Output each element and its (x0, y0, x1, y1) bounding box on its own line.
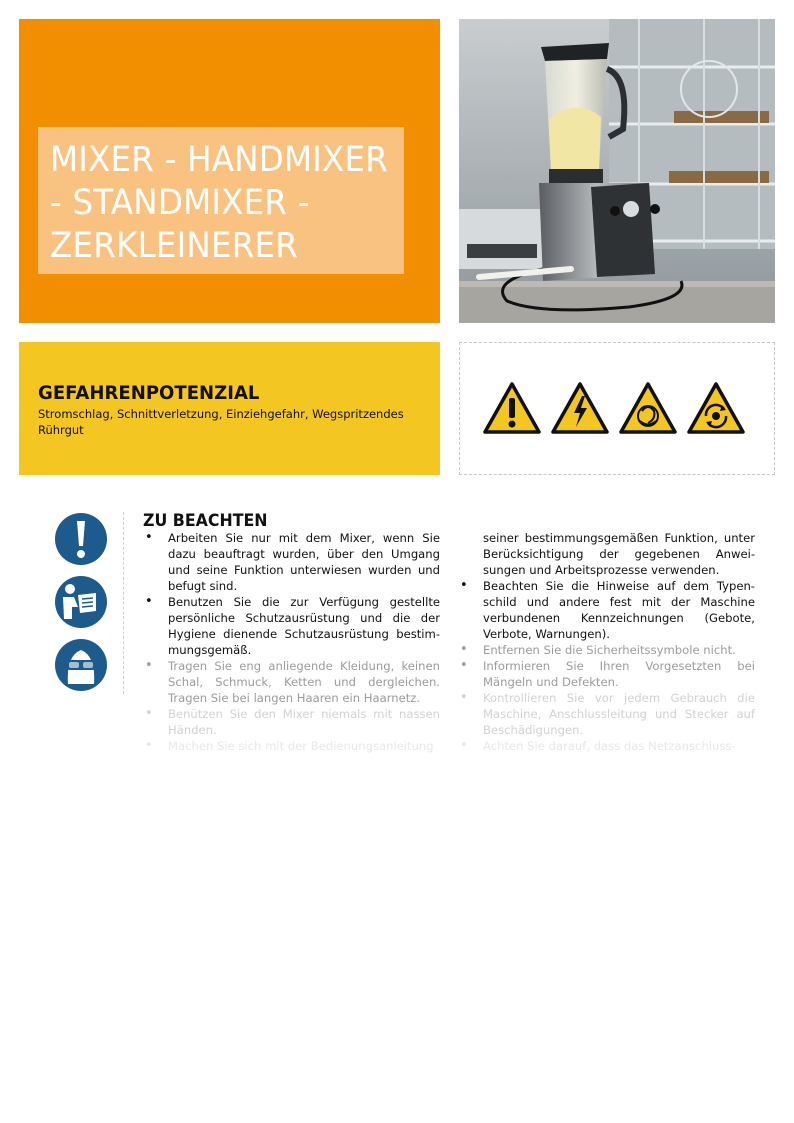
warning-symbols-panel (459, 342, 775, 475)
title-line-2: - STANDMIXER - (50, 183, 310, 223)
eye-protection-icon (52, 636, 110, 694)
divider-line (123, 512, 124, 694)
title-line-3: ZERKLEINERER (50, 226, 299, 266)
blender-photo (459, 19, 775, 323)
page-title (50, 139, 389, 268)
notes-heading: ZU BEACHTEN (143, 511, 268, 531)
list-item-continuation: seiner bestimmungsgemäßen Funktion, unter Berücksichtigung der gegebenen Anwei-sungen und Arbeitsprozesse verwenden. (483, 531, 755, 577)
hazard-heading: GEFAHRENPOTENZIAL (38, 382, 260, 404)
read-manual-icon (52, 573, 110, 631)
list-item: • Achten Sie darauf, dass das Netzanschluss- (459, 738, 755, 754)
title-panel (19, 19, 440, 323)
list-item: • Arbeiten Sie nur mit dem Mixer, wenn Sie dazu beauftragt wurden, über den Umgang und seine Funktion unterwiesen wurden und befugt sind. (144, 530, 440, 594)
hazard-panel (19, 342, 440, 475)
mandatory-general-icon (52, 510, 110, 568)
list-item: • Entfernen Sie die Sicherheitssymbole nicht. (459, 642, 755, 658)
list-item: • Informieren Sie Ihren Vorgesetzten bei Mängeln und Defekten. (459, 658, 755, 690)
list-item: • Benützen Sie den Mixer niemals mit nassen Händen. (144, 706, 440, 738)
title-box (38, 127, 404, 274)
title-line-1: MIXER - HANDMIXER (50, 140, 389, 180)
list-item: • Benutzen Sie die zur Verfügung gestellte persönliche Schutzausrüstung und die der Hygiene dienende Schutzausrüstung bestim-mungsgemäß. (144, 594, 440, 658)
hazard-text: Stromschlag, Schnittverletzung, Einziehgefahr, Wegspritzendes Rührgut (38, 407, 404, 437)
notes-list-2 (459, 578, 755, 754)
list-item: • Tragen Sie eng anliegende Kleidung, keinen Schal, Schmuck, Ketten und dergleichen. Tragen Sie bei langen Haaren ein Haarnetz. (144, 658, 440, 706)
general-warning-icon (482, 381, 542, 435)
list-item: • Kontrollieren Sie vor jedem Gebrauch die Maschine, Anschlussleitung und Stecker auf Beschädigungen. (459, 690, 755, 738)
list-item: • Machen Sie sich mit der Bedienungsanleitung (144, 738, 440, 754)
list-item: • Beachten Sie die Hinweise auf dem Typen-schild und andere fest mit der Maschine verbundenen Kennzeichnungen (Gebote, Verbote, Warnungen). (459, 578, 755, 642)
electricity-warning-icon (550, 381, 610, 435)
notes-column-1 (144, 530, 440, 754)
notes-column-2 (459, 530, 755, 754)
entanglement-warning-icon (618, 381, 678, 435)
rotating-parts-warning-icon (686, 381, 746, 435)
notes-list-1 (144, 530, 440, 754)
blender-illustration (459, 19, 775, 323)
